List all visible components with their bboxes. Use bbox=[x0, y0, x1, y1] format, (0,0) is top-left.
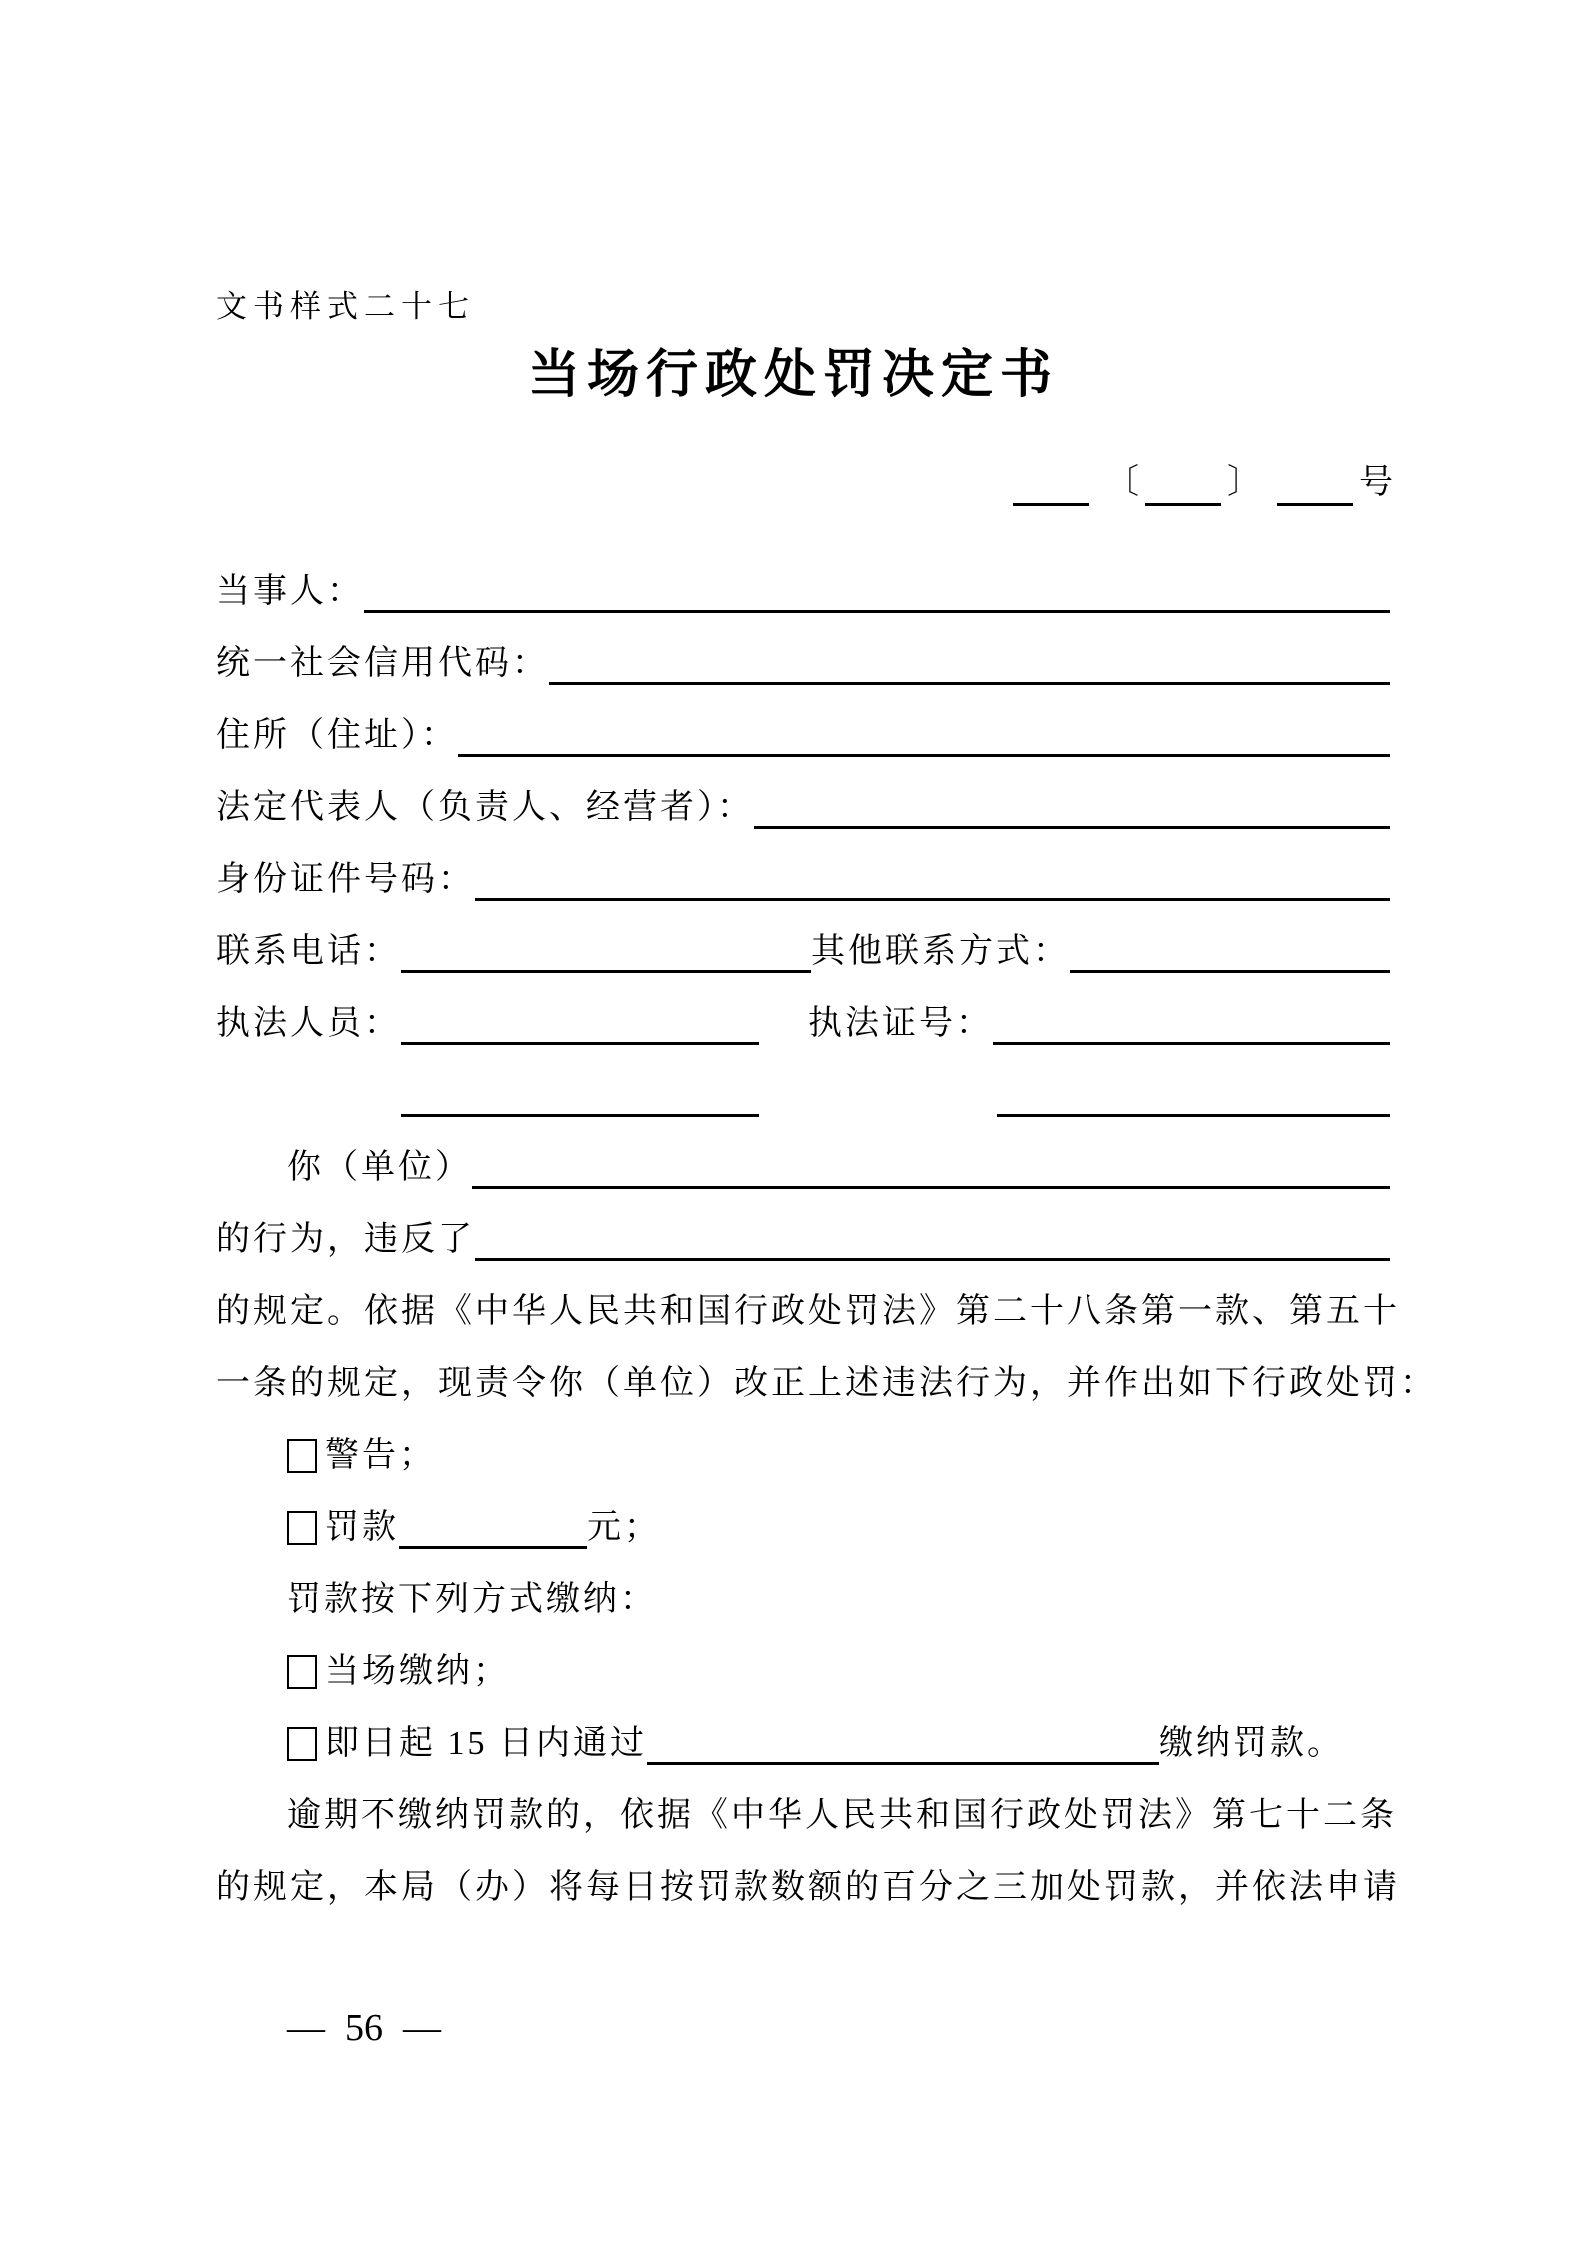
you-unit-blank[interactable] bbox=[472, 1146, 1390, 1189]
fine-amount-blank[interactable] bbox=[399, 1506, 587, 1549]
within-prefix-label: 即日起 15 日内通过 bbox=[325, 1725, 647, 1762]
other-contact-label: 其他联系方式： bbox=[811, 933, 1070, 970]
officer-id-extra-blank[interactable] bbox=[997, 1074, 1390, 1117]
phone-blank[interactable] bbox=[401, 930, 811, 973]
legal-rep-label: 法定代表人（负责人、经营者）： bbox=[216, 789, 754, 826]
within-suffix-label: 缴纳罚款。 bbox=[1159, 1725, 1344, 1762]
party-blank[interactable] bbox=[364, 570, 1390, 613]
officers-blank[interactable] bbox=[401, 1002, 759, 1045]
officers-label: 执法人员： bbox=[216, 1005, 401, 1042]
bracket-open: 〔 bbox=[1105, 464, 1139, 501]
penalty-option-warning bbox=[216, 1434, 1390, 1478]
id-number-label: 身份证件号码： bbox=[216, 861, 475, 898]
field-row-address bbox=[216, 714, 1390, 758]
address-label: 住所（住址）： bbox=[216, 717, 458, 754]
field-row-officers bbox=[216, 1002, 1390, 1046]
payment-header-row bbox=[216, 1578, 1390, 1622]
overdue-line-2: 的规定，本局（办）将每日按罚款数额的百分之三加处罚款，并依法申请 bbox=[216, 1869, 1400, 1906]
statement-row-conduct bbox=[216, 1218, 1390, 1262]
field-row-credit-code bbox=[216, 642, 1390, 686]
doc-number-line bbox=[1013, 456, 1393, 506]
warning-label: 警告； bbox=[325, 1437, 436, 1474]
credit-code-blank[interactable] bbox=[549, 642, 1390, 685]
legal-rep-blank[interactable] bbox=[754, 786, 1390, 829]
field-row-party bbox=[216, 570, 1390, 614]
address-blank[interactable] bbox=[458, 714, 1390, 757]
id-number-blank[interactable] bbox=[475, 858, 1390, 901]
penalty-option-fine bbox=[216, 1506, 1390, 1550]
field-row-contacts bbox=[216, 930, 1390, 974]
doc-number-blank-1[interactable] bbox=[1013, 459, 1089, 506]
doc-format-label: 文书样式二十七 bbox=[216, 289, 475, 324]
fine-unit-label: 元； bbox=[587, 1509, 661, 1546]
field-row-id-number bbox=[216, 858, 1390, 902]
onsite-label: 当场缴纳； bbox=[325, 1653, 510, 1690]
bracket-close: 〕 bbox=[1227, 464, 1261, 501]
party-label: 当事人： bbox=[216, 573, 364, 610]
fine-checkbox[interactable] bbox=[287, 1511, 317, 1545]
provision-line-1: 的规定。依据《中华人民共和国行政处罚法》第二十八条第一款、第五十 bbox=[216, 1293, 1400, 1330]
officer-id-blank[interactable] bbox=[993, 1002, 1390, 1045]
credit-code-label: 统一社会信用代码： bbox=[216, 645, 549, 682]
overdue-line-1: 逾期不缴纳罚款的，依据《中华人民共和国行政处罚法》第七十二条 bbox=[287, 1797, 1397, 1834]
page-number: 56 bbox=[345, 2007, 383, 2049]
you-unit-prefix: 你（单位） bbox=[287, 1149, 472, 1186]
onsite-checkbox[interactable] bbox=[287, 1655, 317, 1689]
field-row-officers-extra bbox=[216, 1074, 1390, 1118]
doc-number-blank-3[interactable] bbox=[1277, 459, 1353, 506]
provision-line-2: 一条的规定，现责令你（单位）改正上述违法行为，并作出如下行政处罚： bbox=[216, 1365, 1437, 1402]
within-15-days-checkbox[interactable] bbox=[287, 1727, 317, 1761]
footer-right-dash: — bbox=[403, 2007, 441, 2049]
doc-number-suffix: 号 bbox=[1359, 464, 1393, 501]
phone-label: 联系电话： bbox=[216, 933, 401, 970]
other-contact-blank[interactable] bbox=[1070, 930, 1390, 973]
payment-channel-blank[interactable] bbox=[647, 1722, 1159, 1765]
officers-extra-blank[interactable] bbox=[401, 1074, 759, 1117]
officer-id-label: 执法证号： bbox=[808, 1005, 993, 1042]
footer-left-dash: — bbox=[287, 2007, 325, 2049]
payment-option-within-15-days bbox=[216, 1722, 1390, 1766]
payment-option-onsite bbox=[216, 1650, 1390, 1694]
violated-law-blank[interactable] bbox=[475, 1218, 1390, 1261]
page-number-footer bbox=[287, 2006, 441, 2050]
warning-checkbox[interactable] bbox=[287, 1439, 317, 1473]
page-title: 当场行政处罚决定书 bbox=[527, 347, 1059, 404]
statement-row-you-unit bbox=[216, 1146, 1390, 1190]
field-row-legal-rep bbox=[216, 786, 1390, 830]
payment-header-label: 罚款按下列方式缴纳： bbox=[287, 1581, 657, 1618]
conduct-prefix: 的行为，违反了 bbox=[216, 1221, 475, 1258]
doc-number-blank-2[interactable] bbox=[1145, 459, 1221, 506]
fine-prefix-label: 罚款 bbox=[325, 1509, 399, 1546]
